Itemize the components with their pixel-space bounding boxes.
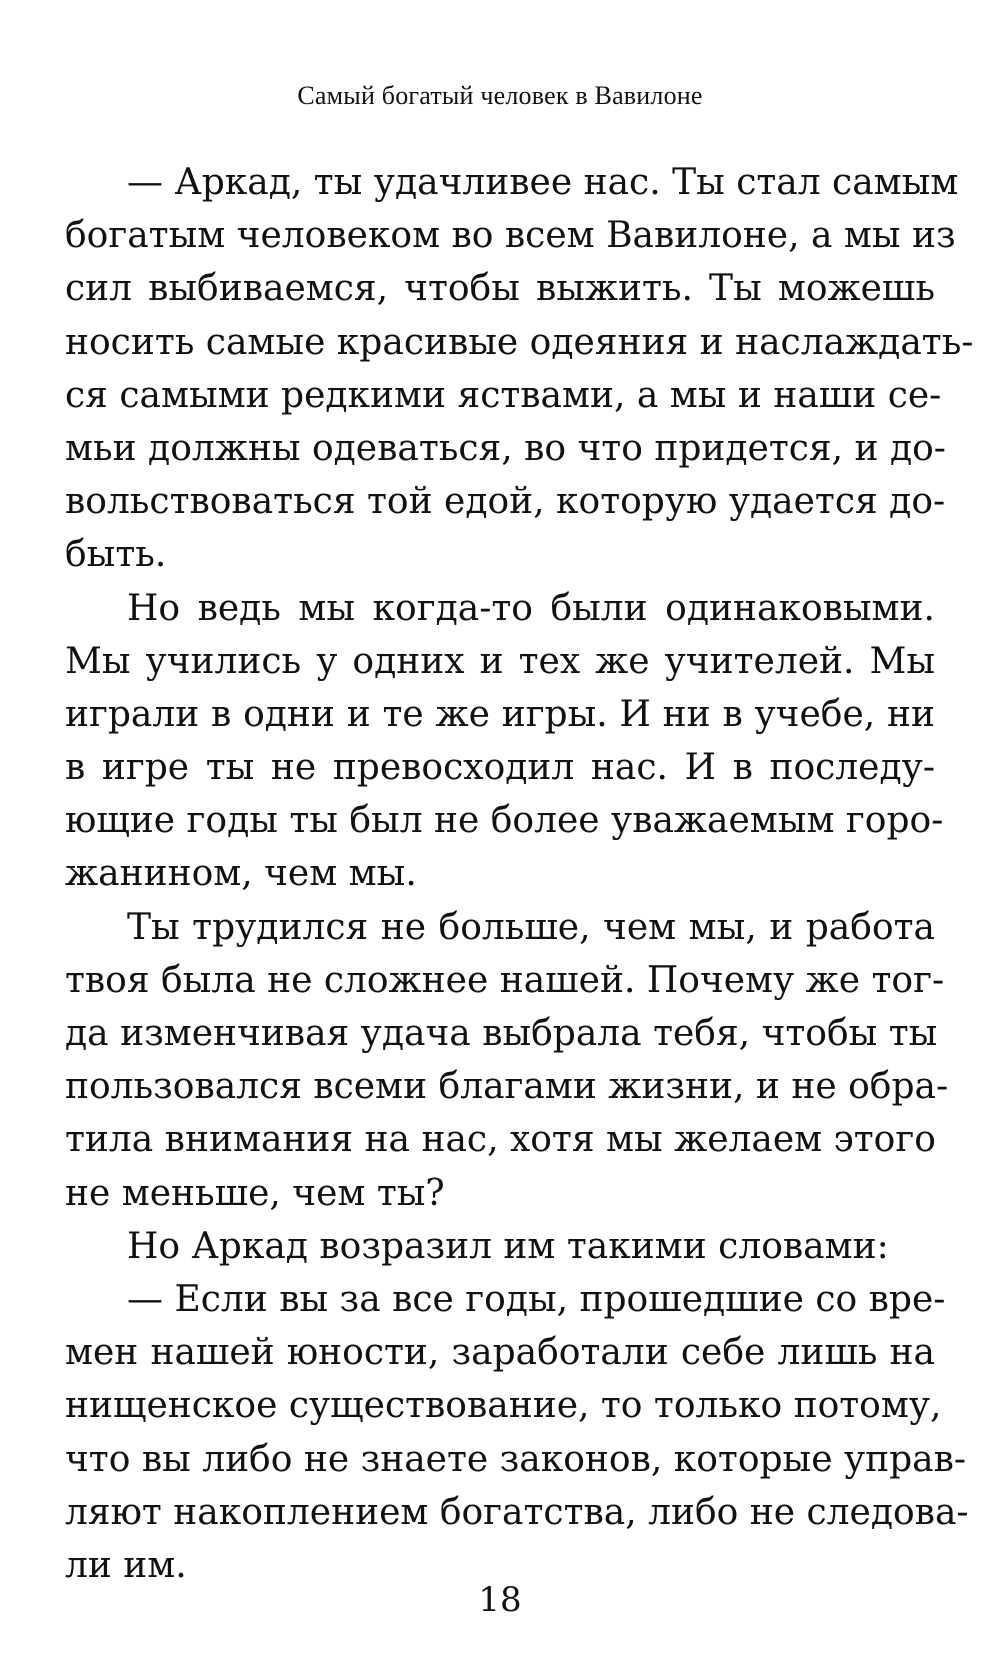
text-line: — Аркад, ты удачливее нас. Ты стал самым xyxy=(127,162,959,203)
text-line: тила внимания на нас, хотя мы желаем этого xyxy=(65,1119,936,1161)
text-line: что вы либо не знаете законов, которые управ- xyxy=(65,1438,967,1480)
text-line: да изменчивая удача выбрала тебя, чтобы ты xyxy=(65,1013,938,1054)
text-line: мьи должны одеваться, во что придется, и до- xyxy=(65,427,946,469)
text-line: — Если вы за все годы, прошедшие со вре- xyxy=(127,1278,946,1320)
text-line: в игре ты не превосходил нас. И в последу- xyxy=(65,747,935,789)
body-text xyxy=(65,156,974,1592)
text-line: пользовался всеми благами жизни, и не обра- xyxy=(65,1066,949,1108)
text-line: играли в одни и те же игры. И ни в учебе, ни xyxy=(65,693,935,735)
text-line: твоя была не сложнее нашей. Почему же тог- xyxy=(65,959,945,1001)
text-line: не меньше, чем ты? xyxy=(65,1172,445,1214)
text-line: ляют накоплением богатства, либо не следова- xyxy=(65,1491,969,1533)
text-line: богатым человеком во всем Вавилоне, а мы из xyxy=(65,215,956,257)
text-line: Мы учились у одних и тех же учителей. Мы xyxy=(65,640,935,682)
text-line: нищенское существование, то только потому, xyxy=(65,1385,942,1427)
text-line: ющие годы ты был не более уважаемым горо- xyxy=(65,800,944,842)
text-line: сил выбиваемся, чтобы выжить. Ты можешь xyxy=(65,268,935,310)
text-line: мен нашей юности, заработали себе лишь на xyxy=(65,1332,935,1374)
text-line: жанином, чем мы. xyxy=(65,853,417,895)
text-line: ся самыми редкими яствами, а мы и наши се- xyxy=(65,374,942,416)
running-head: Самый богатый человек в Вавилоне xyxy=(297,81,703,110)
text-line: Но Аркад возразил им такими словами: xyxy=(127,1225,889,1267)
text-line: вольствоваться той едой, которую удается до- xyxy=(65,481,946,523)
text-line: быть. xyxy=(65,534,167,576)
page-number: 18 xyxy=(478,1580,522,1620)
text-line: Ты трудился не больше, чем мы, и работа xyxy=(127,906,935,948)
text-line: носить самые красивые одеяния и наслаждать- xyxy=(65,321,974,363)
text-line: Но ведь мы когда-то были одинаковыми. xyxy=(127,587,935,629)
text-line: ли им. xyxy=(65,1544,187,1586)
